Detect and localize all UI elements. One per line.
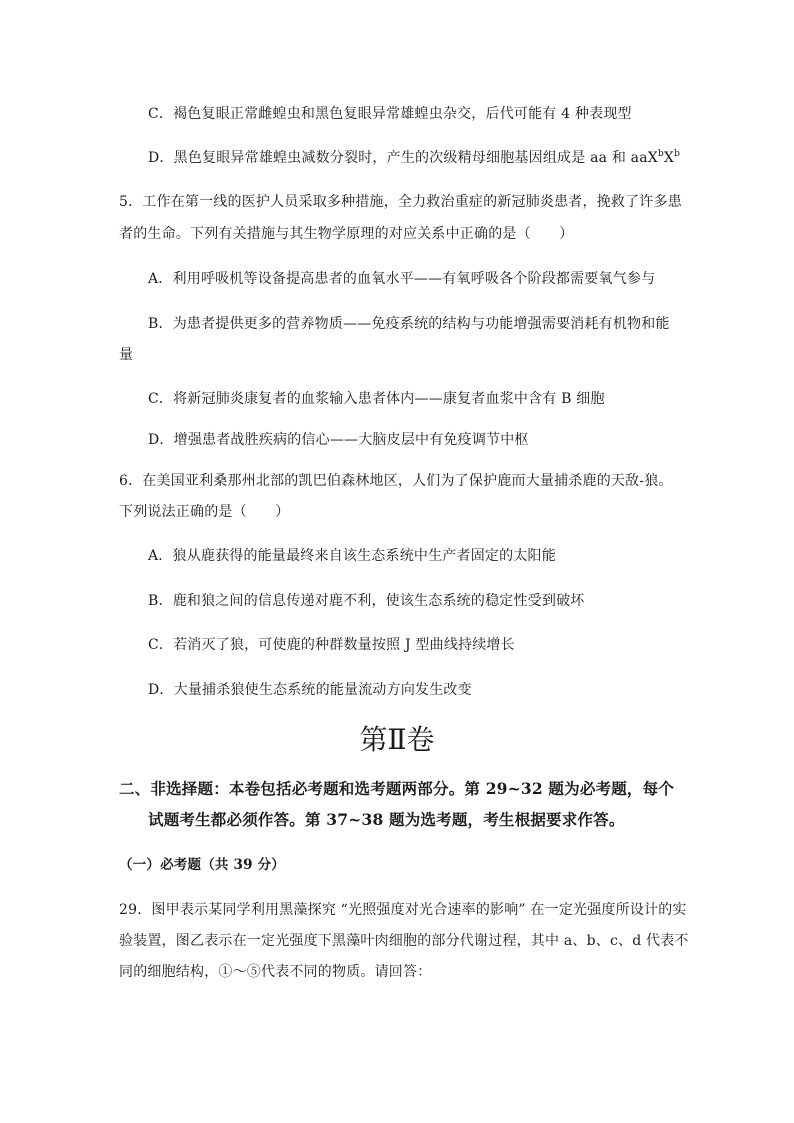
q6-option-c: C．若消灭了狼，可使鹿的种群数量按照 J 型曲线持续增长 (148, 637, 515, 653)
q4-option-d-x: X (663, 150, 675, 166)
q5-option-d: D．增强患者战胜疾病的信心——大脑皮层中有免疫调节中枢 (148, 432, 529, 448)
section-heading-line1: 二、非选择题：本卷包括必考题和选考题两部分。第 29~32 题为必考题，每个 (119, 779, 675, 798)
q4-option-c: C．褐色复眼正常雌蝗虫和黑色复眼异常雄蝗虫杂交，后代可能有 4 种表现型 (148, 106, 632, 122)
q6-stem-line2: 下列说法正确的是（ ） (119, 504, 290, 520)
q6-option-b: B．鹿和狼之间的信息传递对鹿不利，使该生态系统的稳定性受到破坏 (148, 593, 585, 609)
q5-stem-line2: 者的生命。下列有关措施与其生物学原理的对应关系中正确的是（ ） (119, 226, 574, 242)
section-title: 第Ⅱ卷 (359, 723, 435, 756)
q6-option-a: A．狼从鹿获得的能量最终来自该生态系统中生产者固定的太阳能 (148, 548, 556, 564)
section-heading-line2: 试题考生都必须作答。第 37~38 题为选考题，考生根据要求作答。 (148, 810, 625, 829)
q6-stem-line1: 6．在美国亚利桑那州北部的凯巴伯森林地区，人们为了保护鹿而大量捕杀鹿的天敌-狼。 (119, 473, 673, 489)
q29-line1: 29．图甲表示某同学利用黑藻探究 “光照强度对光合速率的影响” 在一定光强度所设计的实 (119, 902, 687, 918)
q4-option-d-text: D．黑色复眼异常雄蝗虫减数分裂时，产生的次级精母细胞基因组成是 aa 和 aaX (148, 150, 658, 166)
q5-option-b-line1: B．为患者提供更多的营养物质——免疫系统的结构与功能增强需要消耗有机物和能 (148, 316, 670, 332)
q4-option-d-sup2: b (674, 149, 681, 159)
q6-option-d: D．大量捕杀狼使生态系统的能量流动方向发生改变 (148, 682, 472, 698)
q29-line2: 验装置，图乙表示在一定光强度下黑藻叶肉细胞的部分代谢过程，其中 a、b、c、d 代表不 (119, 933, 689, 949)
q5-option-a: A．利用呼吸机等设备提高患者的血氧水平——有氧呼吸各个阶段都需要氧气参与 (148, 271, 656, 287)
q4-option-d-sup1: b (657, 149, 664, 159)
q5-stem-line1: 5．工作在第一线的医护人员采取多种措施，全力救治重症的新冠肺炎患者，挽救了许多患 (119, 194, 682, 210)
q5-option-c: C．将新冠肺炎康复者的血浆输入患者体内——康复者血浆中含有 B 细胞 (148, 391, 605, 407)
required-questions-subheading: （一）必考题（共 39 分） (119, 857, 285, 873)
q29-line3: 同的细胞结构，①～⑤代表不同的物质。请回答： (119, 964, 432, 980)
q4-option-d (148, 147, 680, 167)
q5-option-b-line2: 量 (119, 347, 134, 363)
